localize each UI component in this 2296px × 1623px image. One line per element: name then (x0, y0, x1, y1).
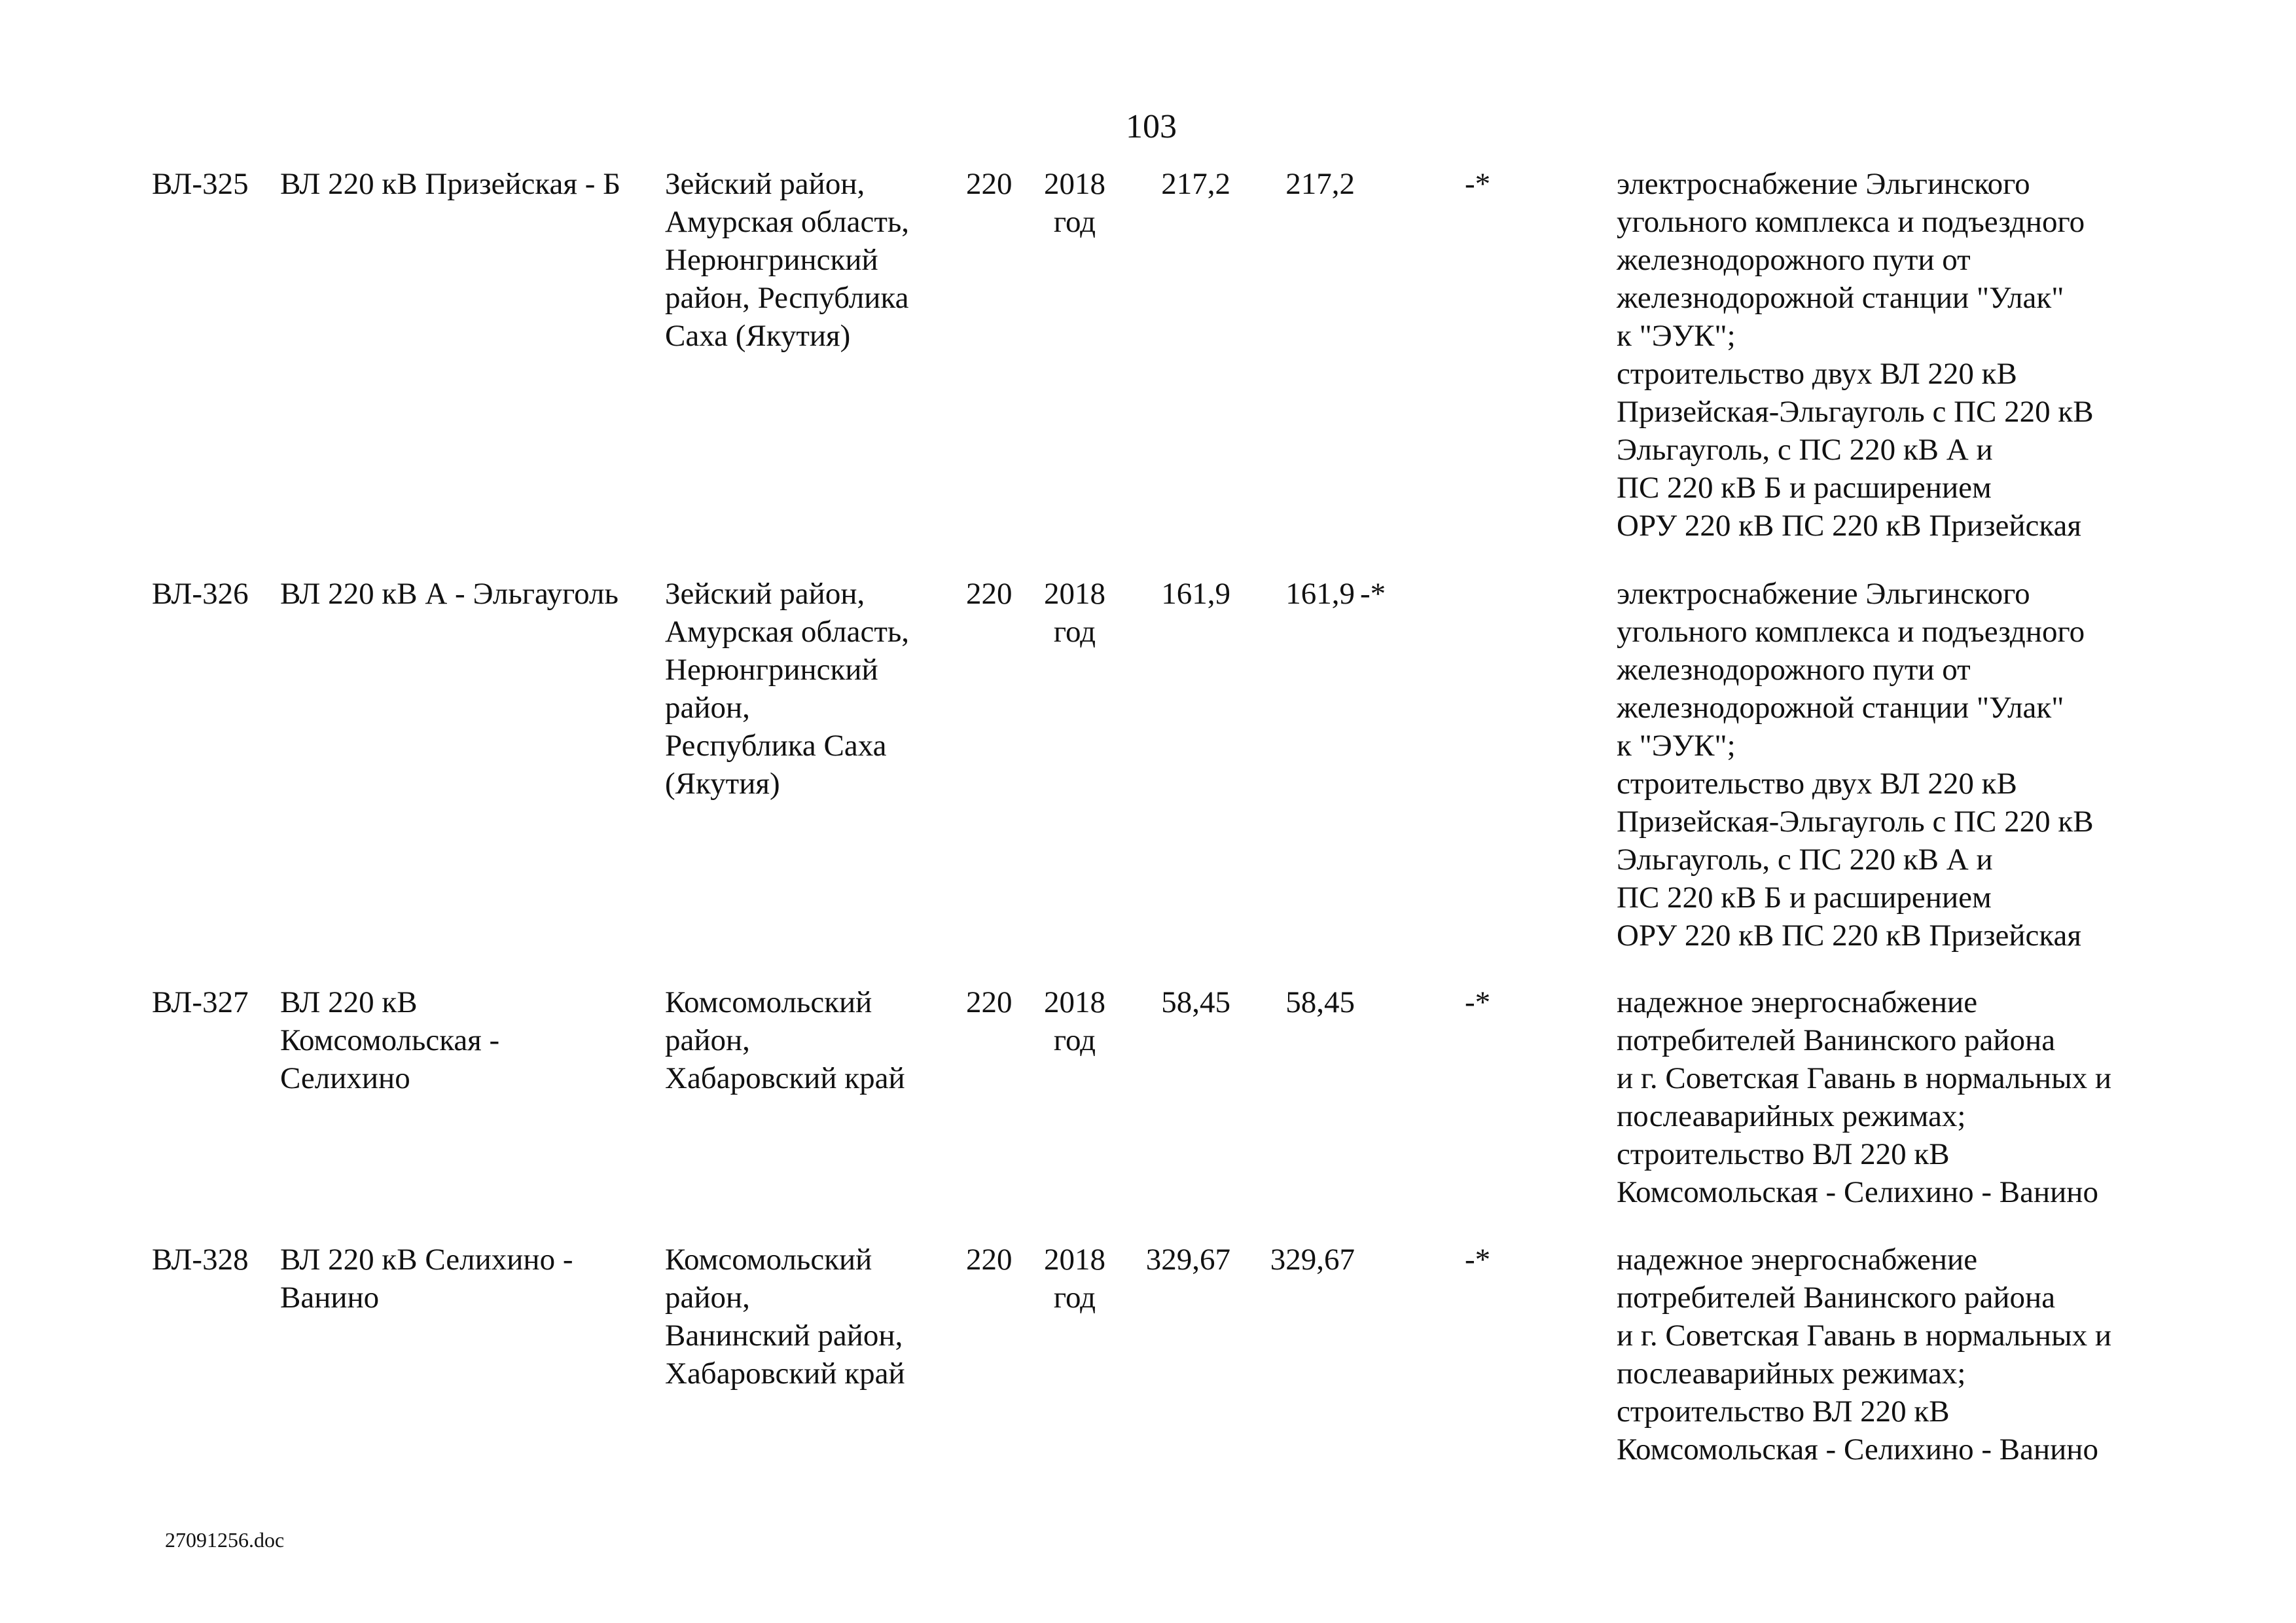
line-region: Зейский район, Амурская область, Нерюнгринский район, Республика Саха (Якутия) (665, 577, 910, 801)
line-length-built: 58,45 (1285, 985, 1355, 1019)
line-voltage: 220 (966, 985, 1013, 1019)
line-length-total: 329,67 (1145, 1243, 1230, 1277)
line-code: ВЛ-326 (152, 577, 249, 611)
line-code: ВЛ-327 (152, 985, 249, 1019)
line-dash-mark: -* (1465, 1243, 1491, 1277)
page-number: 103 (1126, 108, 1177, 145)
line-year: 2018 год (1044, 1243, 1105, 1315)
line-voltage: 220 (966, 167, 1013, 201)
line-year: 2018 год (1044, 577, 1105, 649)
line-dash-mark: -* (1465, 167, 1491, 201)
line-code: ВЛ-328 (152, 1243, 249, 1277)
line-length-built: 217,2 (1285, 167, 1355, 201)
line-name: ВЛ 220 кВ Призейская - Б (280, 167, 621, 201)
line-name: ВЛ 220 кВ Комсомольская - Селихино (280, 985, 500, 1095)
line-purpose: электроснабжение Эльгинского угольного комплекса и подъездного железнодорожного пути от железнодорожной станции "Улак" к "ЭУК"; строительство двух ВЛ 220 кВ Призейская-Эльгауголь с ПС 220 кВ Эльгауголь, с ПС 220 кВ А и ПС 220 кВ Б и расширением ОРУ 220 кВ ПС 220 кВ Призейская (1617, 167, 2094, 543)
line-region: Комсомольский район, Хабаровский край (665, 985, 905, 1095)
line-length-built: 161,9 (1285, 577, 1355, 611)
line-year: 2018 год (1044, 167, 1105, 239)
line-region: Комсомольский район, Ванинский район, Хабаровский край (665, 1243, 905, 1391)
line-code: ВЛ-325 (152, 167, 249, 201)
line-dash-mark: -* (1360, 577, 1386, 611)
line-length-built: 329,67 (1270, 1243, 1355, 1277)
line-dash-mark: -* (1465, 985, 1491, 1019)
line-name: ВЛ 220 кВ Селихино - Ванино (280, 1243, 573, 1315)
line-purpose: электроснабжение Эльгинского угольного комплекса и подъездного железнодорожного пути от железнодорожной станции "Улак" к "ЭУК"; строительство двух ВЛ 220 кВ Призейская-Эльгауголь с ПС 220 кВ Эльгауголь, с ПС 220 кВ А и ПС 220 кВ Б и расширением ОРУ 220 кВ ПС 220 кВ Призейская (1617, 577, 2094, 953)
line-purpose: надежное энергоснабжение потребителей Ванинского района и г. Советская Гавань в нормальных и послеаварийных режимах; строительство ВЛ 220 кВ Комсомольская - Селихино - Ванино (1617, 985, 2112, 1209)
line-name: ВЛ 220 кВ А - Эльгауголь (280, 577, 619, 611)
footer-filename: 27091256.doc (165, 1528, 285, 1552)
line-length-total: 161,9 (1161, 577, 1230, 611)
line-voltage: 220 (966, 577, 1013, 611)
line-region: Зейский район, Амурская область, Нерюнгринский район, Республика Саха (Якутия) (665, 167, 910, 353)
line-purpose: надежное энергоснабжение потребителей Ванинского района и г. Советская Гавань в нормальных и послеаварийных режимах; строительство ВЛ 220 кВ Комсомольская - Селихино - Ванино (1617, 1243, 2112, 1467)
line-voltage: 220 (966, 1243, 1013, 1277)
line-year: 2018 год (1044, 985, 1105, 1057)
line-length-total: 58,45 (1161, 985, 1230, 1019)
line-length-total: 217,2 (1161, 167, 1230, 201)
